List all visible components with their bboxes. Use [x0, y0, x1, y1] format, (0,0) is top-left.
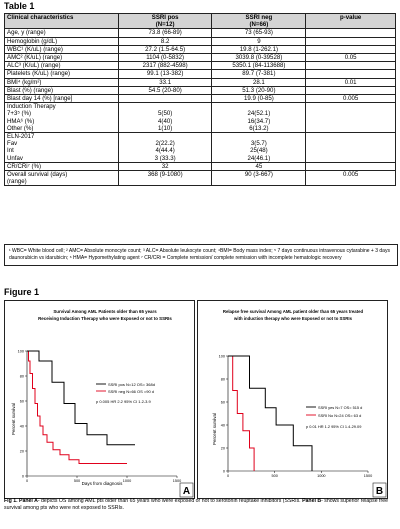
table-row [5, 62, 396, 70]
panel-b-y-axis-label: Percent survival [212, 412, 217, 446]
panel-a-ssri-neg-curve [27, 351, 127, 464]
panel-b-letter: B [375, 486, 384, 497]
panel-a-x-tick-label: 500 [73, 479, 81, 483]
table-row [5, 162, 396, 170]
table-cell: 28.1 [212, 78, 306, 86]
panel-b-y-tick-label: 40 [220, 423, 225, 428]
table-cell: Blast (%) (range) [5, 86, 119, 94]
table-cell: 99.1 (13-382) [118, 70, 212, 78]
panel-a-x-tick-label: 1500 [172, 479, 182, 483]
table-header-cell: SSRI neg (N=66) [212, 14, 306, 29]
panel-a-axes [18, 349, 182, 483]
table-cell: CR/CRi⁷ (%) [5, 162, 119, 170]
panel-b-x-tick-label: 500 [271, 474, 278, 478]
table-cell: 5(50) 4(40) 1(10) [118, 103, 212, 133]
table-row [5, 29, 396, 37]
caption-panel-b-text: - shows superior relapse free survival among pts who were not exposed to SSRIs. [4, 498, 388, 511]
table-cell [306, 70, 396, 78]
panel-b-title-line1: Relapse free survival Among AML patient older than 65 years treated [222, 309, 364, 314]
table-cell: 19.9 (0-85) [212, 95, 306, 103]
table-cell: 5350.1 (84-113688) [212, 62, 306, 70]
panel-a-legend-pos: SSRI pos N=12 OS= 368d [108, 382, 155, 387]
figure-heading: Figure 1 [4, 287, 40, 297]
table-cell: Hemoglobin (g/dL) [5, 37, 119, 45]
table-cell: 73.8 (66-89) [118, 29, 212, 37]
table-cell: 0.005 [306, 95, 396, 103]
table-cell: 32 [118, 162, 212, 170]
table-cell [306, 62, 396, 70]
table-row [5, 45, 396, 53]
table-row [5, 37, 396, 45]
panel-b-y-tick-label: 20 [220, 446, 225, 451]
panel-a-y-tick-label: 0 [21, 474, 24, 479]
table-cell: 0.05 [306, 54, 396, 62]
table-cell [306, 37, 396, 45]
table-cell: 3(5.7) 25(48) 24(46.1) [212, 133, 306, 163]
panel-a-y-tick-label: 20 [19, 449, 24, 454]
table-cell [306, 29, 396, 37]
table-cell: 19.8 (1-262.1) [212, 45, 306, 53]
table-cell: 0.005 [306, 171, 396, 186]
panel-a-x-tick-label: 1000 [122, 479, 132, 483]
panel-a-letter: A [182, 486, 191, 497]
table-row [5, 133, 396, 163]
panel-b-y-tick-label: 100 [218, 354, 225, 359]
panel-b-y-tick-label: 0 [222, 469, 225, 474]
table-header-cell: p-value [306, 14, 396, 29]
table-cell: 54.5 (20-80) [118, 86, 212, 94]
table-row [5, 95, 396, 103]
table-cell [306, 45, 396, 53]
panel-a-plot [5, 301, 194, 498]
panel-a-legend-neg: SSRI neg N=66 OS =90 d [108, 389, 155, 394]
table-cell: Overall survival (days) (range) [5, 171, 119, 186]
table-cell [306, 133, 396, 163]
panel-b-plot [198, 301, 387, 498]
panel-a-x-axis-label: Days from diagnosis [81, 481, 123, 486]
panel-a-x-tick-label: 0 [25, 479, 29, 483]
panel-a-y-tick-label: 60 [19, 399, 24, 404]
panel-a-stats: p 0.005 HR 2.2 95% CI 1.2-3.9 [96, 399, 151, 404]
caption-panel-a-label: Panel A [19, 498, 38, 504]
table-cell: Induction Therapy 7+3⁵ (%) HMA⁶ (%) Other (%) [5, 103, 119, 133]
table-cell: Blast day 14 (%) [range] [5, 95, 119, 103]
table-cell: Platelets (K/uL) (range) [5, 70, 119, 78]
table-footnote: ¹ WBC= White blood cell; ² AMC= Absolute monocyte count; ³ ALC= Absolute leukocyte count; ⁴BMI= Body mass index; ⁵ 7 days continuous intravenous cytarabine + 3 days daunorubicin vs idarubicin; ⁶ HMA= Hypomethylating agent ⁷ CR/CRi = Complete remission/ complete remission with incomplete hematologic recovery [4, 244, 398, 266]
table-cell: WBC¹ (K/uL) (range) [5, 45, 119, 53]
table-row [5, 86, 396, 94]
figure-caption [4, 498, 394, 512]
table-cell [306, 162, 396, 170]
table-cell: 1104 (0-5832) [118, 54, 212, 62]
table-cell: ELN-2017 Fav Int Unfav [5, 133, 119, 163]
table-row [5, 54, 396, 62]
table-cell: 33.1 [118, 78, 212, 86]
table-cell: 8.2 [118, 37, 212, 45]
table-cell: 27.2 (1.5-64.5) [118, 45, 212, 53]
table-cell: 0.01 [306, 78, 396, 86]
table-row [5, 103, 396, 133]
table-cell [306, 86, 396, 94]
table-heading: Table 1 [4, 1, 35, 11]
table-header-cell: Clinical characteristics [5, 14, 119, 29]
panel-a-y-tick-label: 80 [19, 374, 24, 379]
panel-a-y-tick-label: 40 [19, 424, 24, 429]
caption-panel-b-label: Panel B [302, 498, 322, 504]
panel-a-title-line1: Survival Among AML Patients older than 65 years [53, 309, 157, 314]
panel-b-x-tick-label: 0 [226, 474, 230, 478]
table-cell: AMC² (K/uL) (range) [5, 54, 119, 62]
caption-lead: Fig 1. [4, 498, 18, 504]
table-cell: Age, y (range) [5, 29, 119, 37]
clinical-characteristics-table [4, 13, 396, 186]
table-cell: 9 [212, 37, 306, 45]
table-cell: BMI⁴ (kg/m²) [5, 78, 119, 86]
panel-b-y-tick-label: 60 [220, 400, 225, 405]
panel-a-y-axis-label: Percent survival [11, 402, 16, 436]
panel-b-legend-no: SSRI No N=24 OS= 63 d [318, 413, 362, 418]
table-cell: 2(22.2) 4(44.4) 3 (33.3) [118, 133, 212, 163]
panel-a-y-tick-label: 100 [17, 349, 24, 354]
panel-b-y-tick-label: 80 [220, 377, 225, 382]
panel-b-title-line2: with induction therapy who were Exposed or not to SSRIs [234, 316, 352, 321]
panel-b-legend-yes: SSRI yes N=7 OS= 515 d [318, 405, 363, 410]
table-row [5, 78, 396, 86]
table-cell: 51.3 (20-90) [212, 86, 306, 94]
figure-panel-a [4, 300, 195, 499]
panel-b-x-tick-label: 1000 [317, 474, 326, 478]
panel-b-stats: p 0.01 HR 1.2 95% CI 1.4-29.09 [306, 424, 362, 429]
table-cell: 3039.8 (0-39528) [212, 54, 306, 62]
table-row [5, 171, 396, 186]
figure-panel-b [197, 300, 388, 499]
table-cell: 24(52.1) 16(34.7) 6(13.2) [212, 103, 306, 133]
caption-panel-a-text: - depicts OS among AML pts older than 65 years who were exposed or not to serotonin reuptake inhibitors (SSRIs. [37, 498, 301, 504]
table-cell: 368 (9-1080) [118, 171, 212, 186]
table-cell: 90 (3-667) [212, 171, 306, 186]
table-header-cell: SSRI pos (N=12) [118, 14, 212, 29]
table-cell: 89.7 (7-381) [212, 70, 306, 78]
table-header-row [5, 14, 396, 29]
panel-b-x-tick-label: 1500 [363, 474, 373, 478]
panel-a-title-line2: Receiving Induction Therapy who were Exposed or not to SSRIs [38, 316, 172, 321]
table-cell: 2317 (882-4598) [118, 62, 212, 70]
table-cell [306, 103, 396, 133]
table-cell [118, 95, 212, 103]
table-cell: 45 [212, 162, 306, 170]
table-row [5, 70, 396, 78]
table-cell: 73 (65-93) [212, 29, 306, 37]
table-cell: ALC³ (K/uL) (range) [5, 62, 119, 70]
panel-b-ssri-no-curve [228, 356, 254, 471]
